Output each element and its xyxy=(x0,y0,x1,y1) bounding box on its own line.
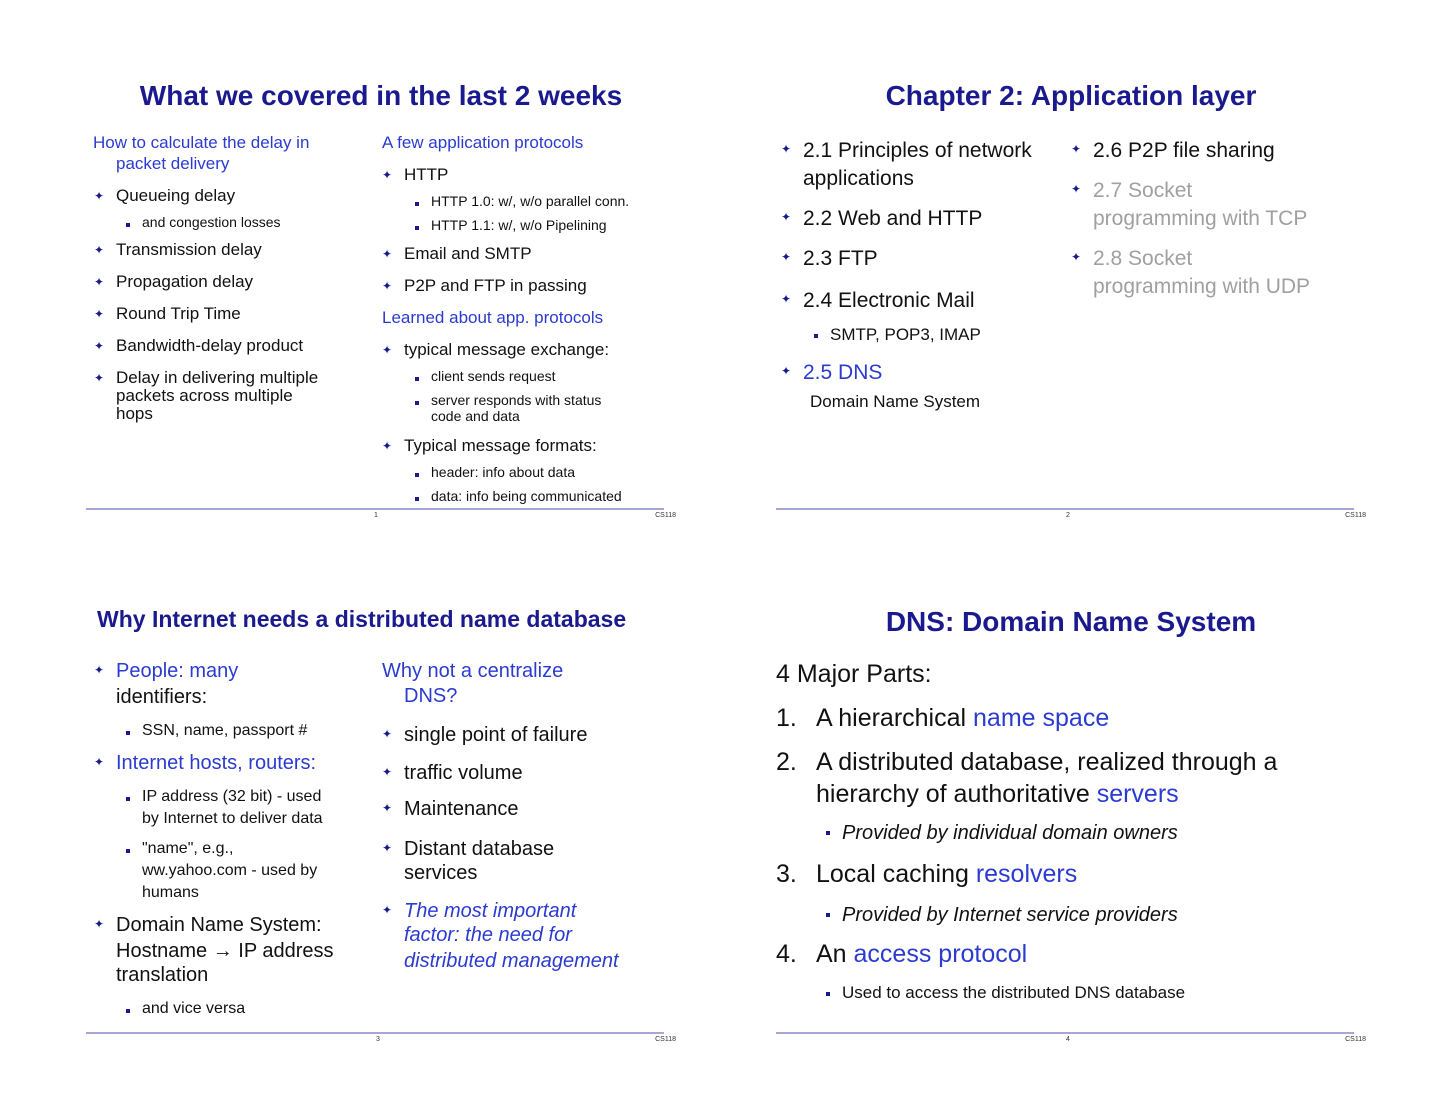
course-tag: CS118 xyxy=(1345,1036,1366,1043)
list-item: ✦ The most important xyxy=(404,900,576,923)
right-heading-line1: Why not a centralize xyxy=(382,660,564,682)
list-item: ✦ typical message exchange: xyxy=(404,340,609,360)
slide-1-title: What we covered in the last 2 weeks xyxy=(139,80,623,111)
list-item: ✦ 2.2 Web and HTTP xyxy=(803,207,982,231)
part-3 xyxy=(816,860,1077,889)
list-item-cont: distributed management xyxy=(404,950,619,972)
list-item-cont: Hostname → IP address xyxy=(116,940,334,962)
list-subitem: IP address (32 bit) - used xyxy=(142,788,322,805)
list-subitem-cont: code and data xyxy=(431,408,520,424)
slide-2-title: Chapter 2: Application layer xyxy=(885,80,1257,111)
list-subitem: SSN, name, passport # xyxy=(142,722,308,739)
list-item: ✦ 2.8 Socket xyxy=(1093,247,1192,271)
part-1-highlight: name space xyxy=(973,704,1110,732)
part-2-line1: A distributed database, realized through a xyxy=(816,748,1278,776)
list-item: ✦ 2.3 FTP xyxy=(803,247,878,271)
right-heading-2: Learned about app. protocols xyxy=(382,308,604,327)
list-item: ✦ Distant database xyxy=(404,838,554,861)
list-item: ✦ Bandwidth-delay product xyxy=(116,336,303,356)
list-subitem: and congestion losses xyxy=(142,214,281,230)
list-item-cont: applications xyxy=(803,167,914,190)
footer-rule xyxy=(776,508,1354,510)
list-subitem-cont: humans xyxy=(142,884,199,901)
list-subitem: "name", e.g., xyxy=(142,840,234,857)
list-item: ✦ People: many xyxy=(116,660,238,683)
list-subitem: HTTP 1.1: w/, w/o Pipelining xyxy=(431,217,607,233)
list-subitem: data: info being communicated xyxy=(431,488,622,504)
list-subitem: SMTP, POP3, IMAP xyxy=(830,325,981,344)
list-item-dns: ✦ 2.5 DNS xyxy=(803,361,882,385)
slide-1-footer xyxy=(86,508,676,519)
right-heading-line2: DNS? xyxy=(404,685,458,707)
course-tag: CS118 xyxy=(1345,512,1366,519)
footer-rule xyxy=(776,1032,1354,1034)
part-4 xyxy=(816,940,1027,969)
slide-3-title: Why Internet needs a distributed name database xyxy=(97,606,627,632)
part-3-highlight: resolvers xyxy=(975,860,1078,888)
part-3-text: Local caching xyxy=(816,860,976,888)
list-item-cont: factor: the need for xyxy=(404,924,572,946)
dns-caption: Domain Name System xyxy=(810,392,981,411)
list-item: ✦ single point of failure xyxy=(404,724,587,747)
list-subitem-cont: ww.yahoo.com - used by xyxy=(142,862,318,879)
list-subitem: server responds with status xyxy=(431,392,602,408)
list-subitem-cont: by Internet to deliver data xyxy=(142,810,323,827)
list-subitem: and vice versa xyxy=(142,1000,246,1017)
part-4-number: 4. xyxy=(776,940,797,968)
list-item: ✦ 2.4 Electronic Mail xyxy=(803,289,975,313)
list-item: ✦ 2.7 Socket xyxy=(1093,179,1192,203)
list-item: ✦ Propagation delay xyxy=(116,272,253,292)
list-item-cont: translation xyxy=(116,964,209,986)
slide-4-footer xyxy=(776,1032,1366,1043)
left-heading-line2: packet delivery xyxy=(116,154,230,173)
list-item: ✦ Internet hosts, routers: xyxy=(116,752,316,775)
part-1-number: 1. xyxy=(776,704,797,732)
slide-3-footer xyxy=(86,1032,676,1043)
page-number: 4 xyxy=(1066,1036,1070,1043)
list-item: ✦ 2.1 Principles of network xyxy=(803,139,1032,163)
part-1-text: A hierarchical xyxy=(816,704,974,732)
list-item-cont: packets across multiple xyxy=(116,386,293,405)
list-item: ✦ Queueing delay xyxy=(116,186,235,206)
slide-4-title: DNS: Domain Name System xyxy=(885,606,1257,637)
list-subitem: header: info about data xyxy=(431,464,576,480)
list-item: ✦ Round Trip Time xyxy=(116,304,241,324)
course-tag: CS118 xyxy=(655,1036,676,1043)
slide-2 xyxy=(776,80,1366,519)
slide-2-footer xyxy=(776,508,1366,519)
list-item: ✦ Domain Name System: xyxy=(116,914,322,937)
part-3-number: 3. xyxy=(776,860,797,888)
list-item-cont: services xyxy=(404,862,478,884)
page-number: 3 xyxy=(376,1036,380,1043)
slide-1 xyxy=(86,80,676,519)
list-item: ✦ Transmission delay xyxy=(116,240,262,260)
list-item: ✦ 2.6 P2P file sharing xyxy=(1093,139,1275,163)
part-2-subitem: Provided by individual domain owners xyxy=(842,822,1178,844)
page-number: 1 xyxy=(374,512,378,519)
part-4-highlight: access protocol xyxy=(853,940,1028,968)
course-tag: CS118 xyxy=(655,512,676,519)
page-number: 2 xyxy=(1066,512,1070,519)
part-1 xyxy=(816,704,1109,733)
part-2-highlight: servers xyxy=(1096,780,1179,808)
left-heading-line1: How to calculate the delay in xyxy=(93,133,310,152)
list-item-cont: programming with TCP xyxy=(1093,207,1308,230)
part-2-number: 2. xyxy=(776,748,797,776)
list-item: ✦ HTTP xyxy=(404,165,448,185)
list-item: ✦ P2P and FTP in passing xyxy=(404,276,587,296)
intro-text: 4 Major Parts: xyxy=(776,660,932,688)
slide-4 xyxy=(776,606,1366,1043)
slide-3 xyxy=(86,606,676,1043)
list-item-cont: identifiers: xyxy=(116,686,208,708)
list-item-cont: programming with UDP xyxy=(1093,275,1311,298)
right-heading: A few application protocols xyxy=(382,133,584,152)
list-item: ✦ Delay in delivering multiple xyxy=(116,368,318,388)
list-item-cont: hops xyxy=(116,404,153,423)
list-item: ✦ Email and SMTP xyxy=(404,244,532,264)
list-item: ✦ Typical message formats: xyxy=(404,436,597,456)
footer-rule xyxy=(86,508,664,510)
part-4-text: An xyxy=(816,940,854,968)
list-item: ✦ traffic volume xyxy=(404,762,523,785)
list-subitem: HTTP 1.0: w/, w/o parallel conn. xyxy=(431,193,630,209)
part-2-text: hierarchy of authoritative xyxy=(816,780,1097,808)
list-item: ✦ Maintenance xyxy=(404,798,519,821)
list-subitem: client sends request xyxy=(431,368,556,384)
footer-rule xyxy=(86,1032,664,1034)
part-3-subitem: Provided by Internet service providers xyxy=(842,904,1178,926)
part-4-subitem: Used to access the distributed DNS database xyxy=(842,983,1186,1002)
part-2-line2 xyxy=(816,780,1179,809)
